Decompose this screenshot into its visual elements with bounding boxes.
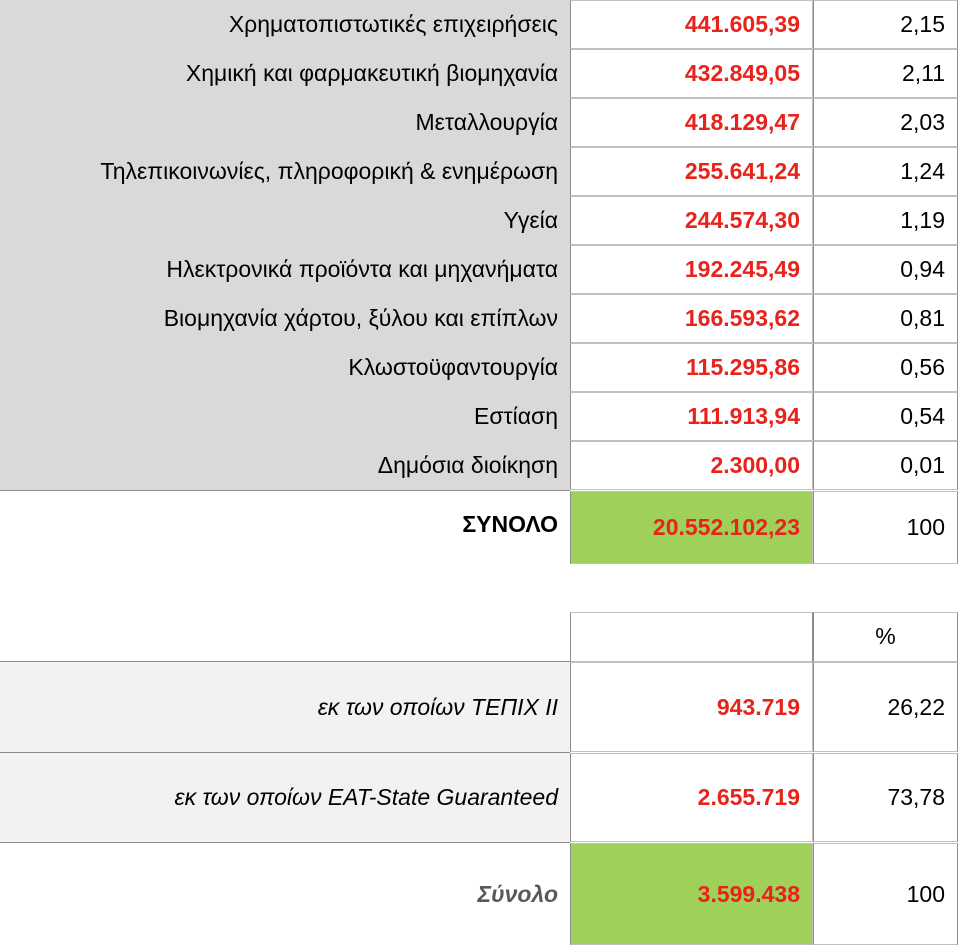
- row-label: Μεταλλουργία: [0, 98, 570, 147]
- row-value[interactable]: 418.129,47: [570, 98, 813, 147]
- row-percent[interactable]: 0,54: [813, 392, 958, 441]
- row-percent[interactable]: 26,22: [813, 662, 958, 752]
- row-percent[interactable]: 1,24: [813, 147, 958, 196]
- row-value[interactable]: 432.849,05: [570, 49, 813, 98]
- row-percent[interactable]: 2,15: [813, 0, 958, 49]
- row-label: εκ των οποίων ΤΕΠΙΧ ΙΙ: [0, 662, 570, 752]
- row-value[interactable]: 244.574,30: [570, 196, 813, 245]
- row-label: Βιομηχανία χάρτου, ξύλου και επίπλων: [0, 294, 570, 343]
- header-empty-cell[interactable]: [570, 612, 813, 662]
- row-label: Ηλεκτρονικά προϊόντα και μηχανήματα: [0, 245, 570, 294]
- row-percent[interactable]: 2,03: [813, 98, 958, 147]
- row-label: Δημόσια διοίκηση: [0, 441, 570, 490]
- row-label: Χρηματοπιστωτικές επιχειρήσεις: [0, 0, 570, 49]
- row-value[interactable]: 2.655.719: [570, 753, 813, 842]
- row-value[interactable]: 166.593,62: [570, 294, 813, 343]
- row-value[interactable]: 111.913,94: [570, 392, 813, 441]
- total-value[interactable]: 3.599.438: [570, 843, 813, 945]
- row-percent[interactable]: 0,94: [813, 245, 958, 294]
- row-value[interactable]: 192.245,49: [570, 245, 813, 294]
- total-percent[interactable]: 100: [813, 843, 958, 945]
- row-label: Κλωστοϋφαντουργία: [0, 343, 570, 392]
- row-value[interactable]: 441.605,39: [570, 0, 813, 49]
- percent-header[interactable]: %: [813, 612, 958, 662]
- total-value[interactable]: 20.552.102,23: [570, 491, 813, 564]
- row-label: Χημική και φαρμακευτική βιομηχανία: [0, 49, 570, 98]
- row-label: Υγεία: [0, 196, 570, 245]
- row-percent[interactable]: 0,81: [813, 294, 958, 343]
- row-percent[interactable]: 2,11: [813, 49, 958, 98]
- row-percent[interactable]: 0,56: [813, 343, 958, 392]
- row-value[interactable]: 255.641,24: [570, 147, 813, 196]
- row-value[interactable]: 943.719: [570, 662, 813, 752]
- total-label: Σύνολο: [477, 880, 558, 907]
- row-label: εκ των οποίων EAT-State Guaranteed: [0, 753, 570, 842]
- total-percent[interactable]: 100: [813, 491, 958, 564]
- row-percent[interactable]: 73,78: [813, 753, 958, 842]
- row-percent[interactable]: 0,01: [813, 441, 958, 490]
- row-label: Εστίαση: [0, 392, 570, 441]
- row-label: Τηλεπικοινωνίες, πληροφορική & ενημέρωση: [0, 147, 570, 196]
- total-label: ΣΥΝΟΛΟ: [462, 511, 558, 537]
- row-value[interactable]: 2.300,00: [570, 441, 813, 490]
- row-percent[interactable]: 1,19: [813, 196, 958, 245]
- row-value[interactable]: 115.295,86: [570, 343, 813, 392]
